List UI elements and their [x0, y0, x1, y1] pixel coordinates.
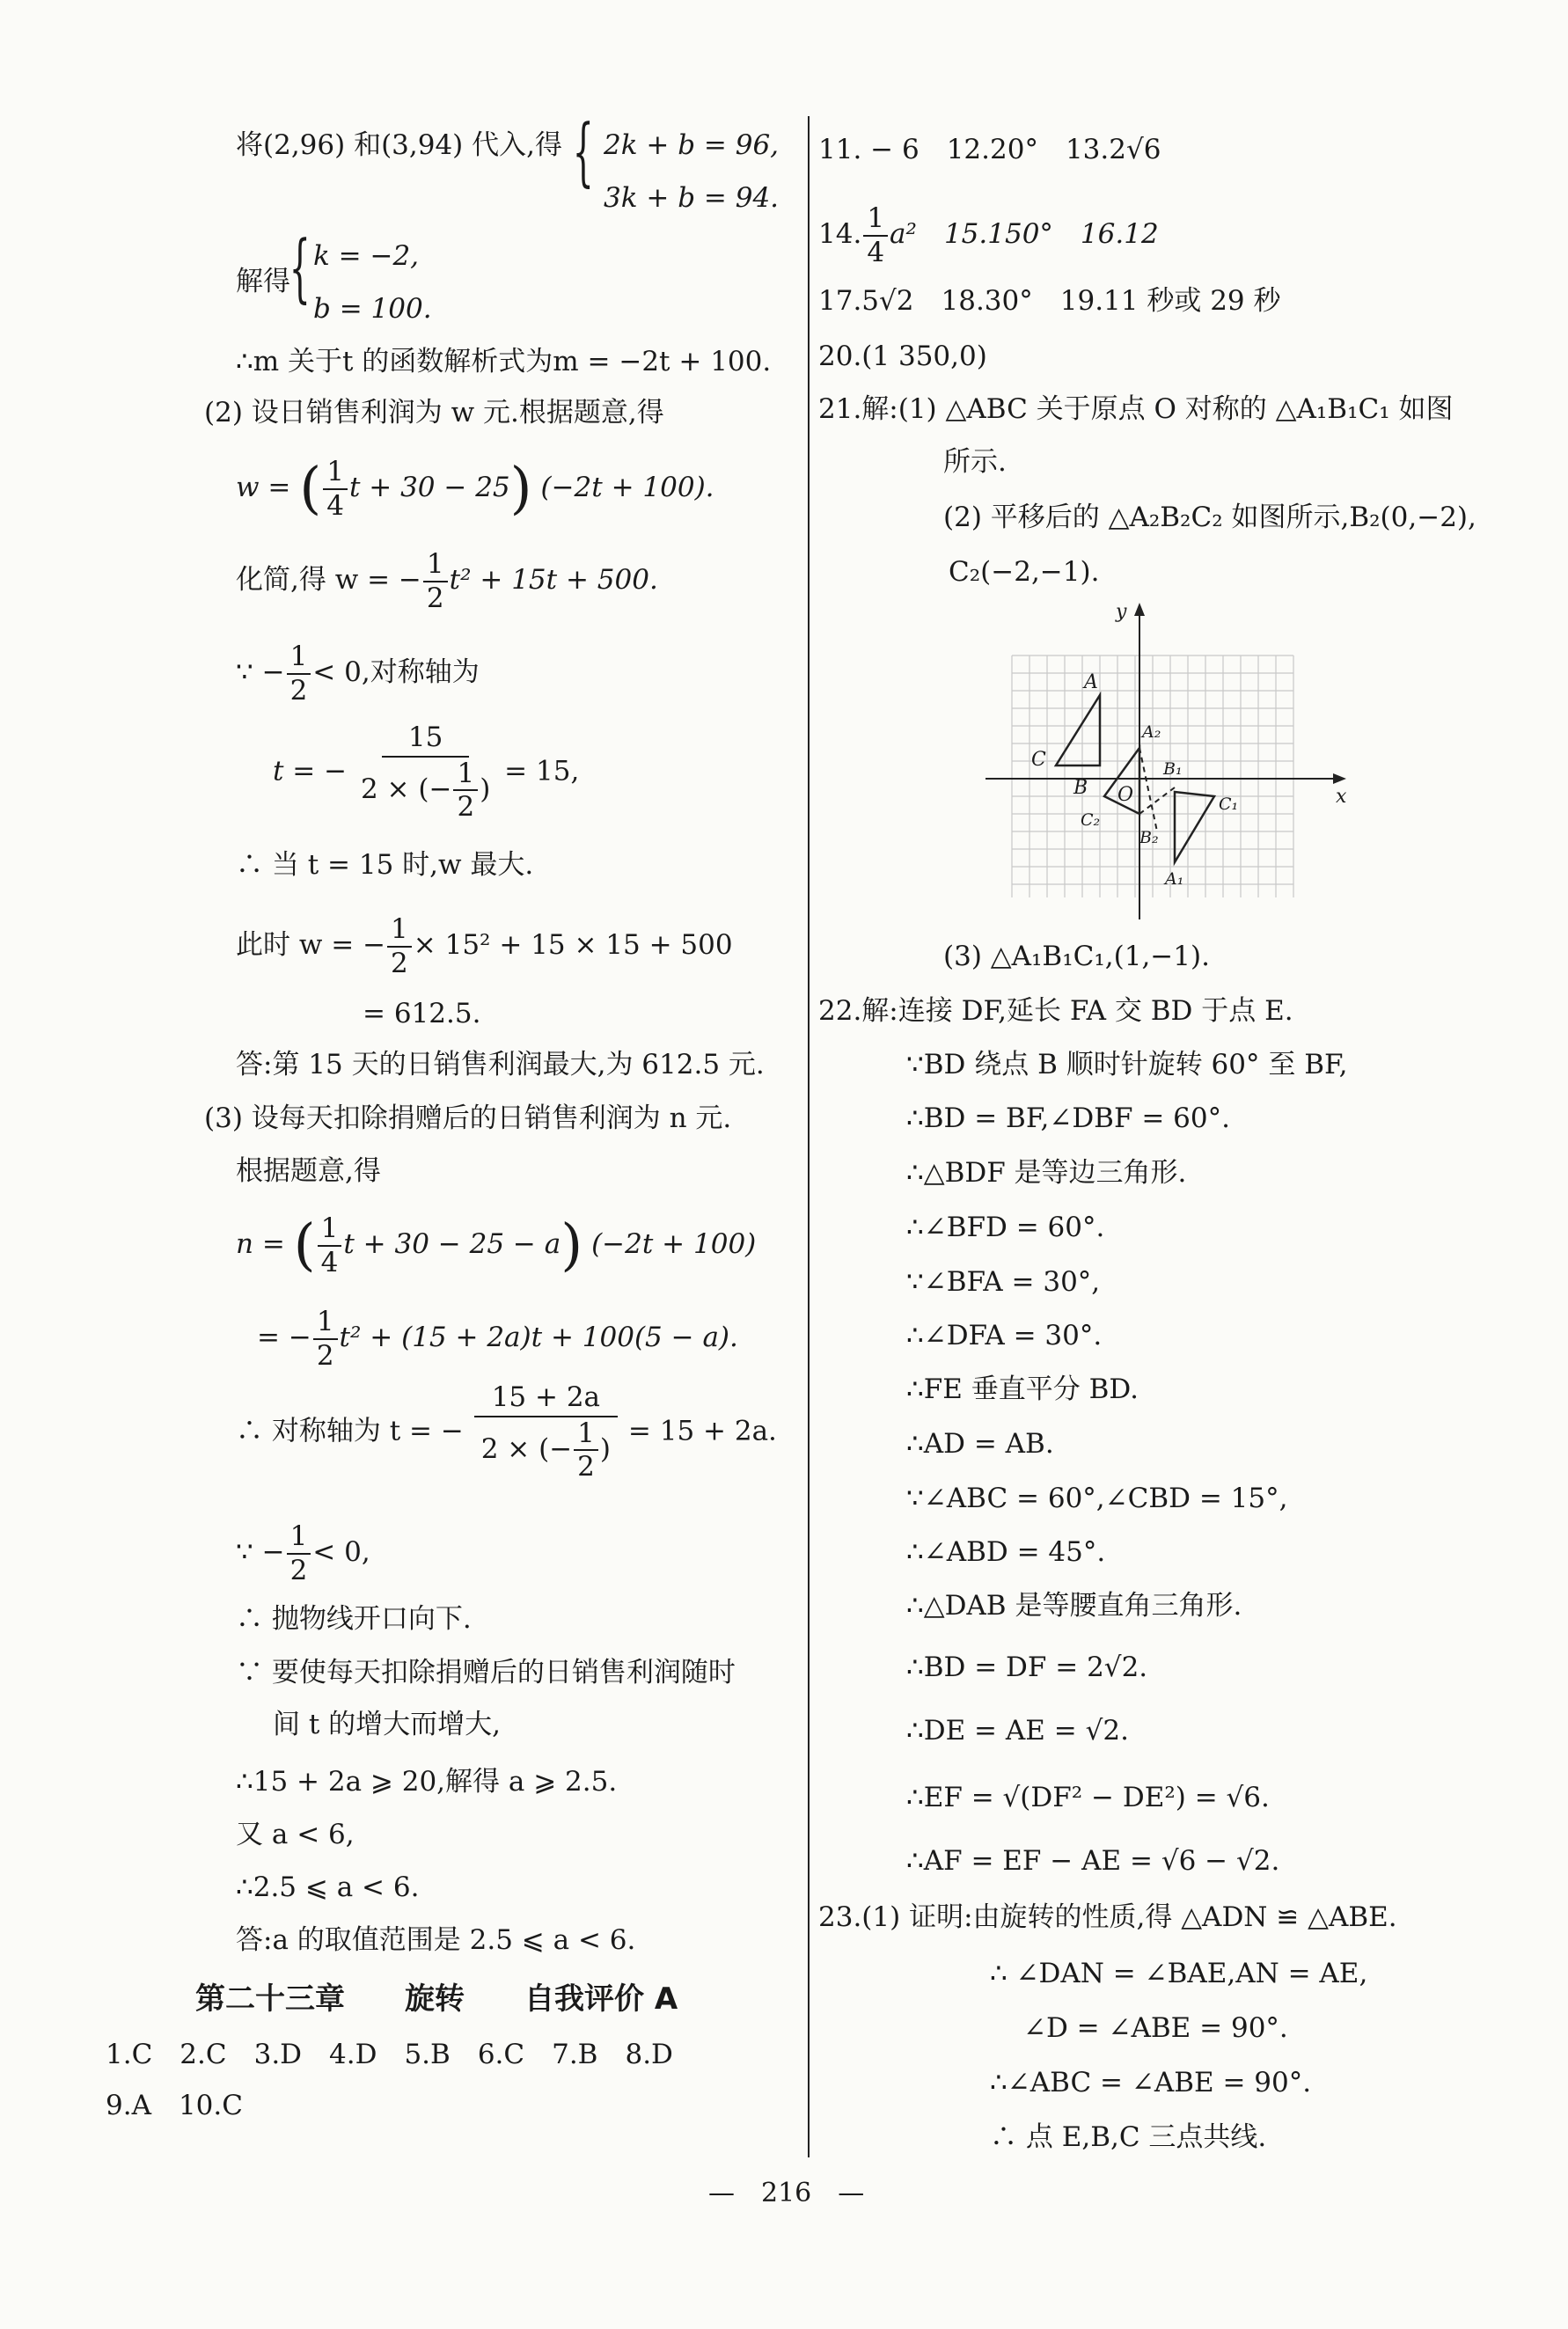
text-line: ∠D = ∠ABE = 90°. — [1023, 2012, 1288, 2044]
text-line: ∴FE 垂直平分 BD. — [906, 1373, 1139, 1405]
point-label: C₂ — [1081, 810, 1101, 830]
text-line: (3) 设每天扣除捐赠后的日销售利润为 n 元. — [204, 1102, 732, 1134]
formula-line: n = ( $\frac{1}{4}$ t + 30 − 25 − a) (−2t + 100) — [236, 1212, 757, 1278]
point-label: A₁ — [1165, 869, 1184, 889]
formula-line: w = ( $\frac{1}{4}$ t + 30 − 25) (−2t + 100). — [236, 456, 714, 522]
triangle-ABC — [1056, 695, 1100, 765]
page-number: — 216 — — [708, 2178, 865, 2208]
text-line: ∴AD = AB. — [906, 1428, 1054, 1460]
text-line: ∴△BDF 是等边三角形. — [906, 1157, 1187, 1189]
text-line: 23.(1) 证明:由旋转的性质,得 △ADN ≌ △ABE. — [818, 1901, 1397, 1933]
dashed-segment — [1139, 748, 1157, 831]
text-line: ∴ 当 t = 15 时,w 最大. — [236, 849, 534, 881]
point-label: B — [1073, 777, 1088, 799]
point-label: C₁ — [1219, 795, 1239, 814]
answer-row: 9.A 10.C — [106, 2090, 243, 2121]
text-line: ∴∠DFA = 30°. — [906, 1320, 1103, 1351]
text-line: 将(2,96) 和(3,94) 代入,得 — [236, 129, 562, 161]
text-line: ∴△DAB 是等腰直角三角形. — [906, 1590, 1242, 1622]
text-line: ∴EF = √(DF² − DE²) = √6. — [906, 1782, 1270, 1813]
x-axis-arrow — [1333, 773, 1346, 784]
text-line: 又 a < 6, — [236, 1819, 355, 1850]
chapter-heading: 第二十三章 旋转 自我评价 A — [195, 1981, 678, 2017]
text-line: ∴ 点 E,B,C 三点共线. — [990, 2121, 1267, 2153]
answer-row: 14. $\frac{1}{4}$ a² 15.150° 16.12 — [818, 202, 1159, 268]
formula-line: ∵ − $\frac{1}{2}$ < 0,对称轴为 — [236, 641, 480, 707]
formula-line: ∵ − $\frac{1}{2}$ < 0, — [236, 1520, 370, 1586]
text-line: C₂(−2,−1). — [949, 556, 1100, 588]
formula-line: = − $\frac{1}{2}$ t² + (15 + 2a)t + 100(5 − a). — [257, 1306, 738, 1372]
text-line: ∴DE = AE = √2. — [906, 1715, 1129, 1747]
formula-line: 此时 w = − $\frac{1}{2}$ × 15² + 15 × 15 + 500 — [236, 913, 733, 979]
text-line: ∴m 关于t 的函数解析式为m = −2t + 100. — [236, 346, 772, 377]
text-line: ∴∠ABC = ∠ABE = 90°. — [990, 2067, 1312, 2098]
column-divider — [808, 116, 810, 2157]
text-line: ∴∠ABD = 45°. — [906, 1536, 1106, 1568]
text-line: ∴2.5 ⩽ a < 6. — [236, 1871, 420, 1903]
text-line: ∴BD = DF = 2√2. — [906, 1652, 1148, 1683]
text-line: (2) 设日销售利润为 w 元.根据题意,得 — [204, 397, 664, 428]
text-line: 21.解:(1) △ABC 关于原点 O 对称的 △A₁B₁C₁ 如图 — [818, 393, 1454, 425]
answer-row: 1.C 2.C 3.D 4.D 5.B 6.C 7.B 8.D — [106, 2039, 673, 2070]
text-line: = 612.5. — [363, 998, 481, 1029]
formula-line: t = − 15 2 × (− $\frac{1}{2}$ ) = 15, — [273, 721, 580, 824]
triangle-A1B1C1 — [1175, 792, 1214, 862]
text-line: 解得 — [236, 266, 290, 297]
text-line: (3) △A₁B₁C₁,(1,−1). — [943, 941, 1210, 972]
text-line: ∴ ∠DAN = ∠BAE,AN = AE, — [990, 1958, 1368, 1989]
answer-row: 17.5√2 18.30° 19.11 秒或 29 秒 — [818, 285, 1281, 317]
text-line: 答:第 15 天的日销售利润最大,为 612.5 元. — [236, 1049, 765, 1080]
dashed-segment — [1139, 787, 1175, 814]
x-label: x — [1336, 786, 1347, 808]
y-label: y — [1116, 601, 1127, 623]
y-axis-arrow — [1134, 603, 1145, 616]
text-line: ∵BD 绕点 B 顺时针旋转 60° 至 BF, — [906, 1049, 1348, 1080]
text-line: ∴AF = EF − AE = √6 − √2. — [906, 1845, 1280, 1877]
text-line: ∴∠BFD = 60°. — [906, 1212, 1105, 1243]
text-line: (2) 平移后的 △A₂B₂C₂ 如图所示,B₂(0,−2), — [943, 502, 1476, 533]
text-line: ∵∠ABC = 60°,∠CBD = 15°, — [906, 1483, 1288, 1514]
grid — [1012, 655, 1293, 897]
point-label: C — [1031, 749, 1046, 771]
formula-line: ∴ 对称轴为 t = − 15 + 2a 2 × (− $\frac{1}{2}$ ) = 15 + 2a. — [236, 1381, 777, 1483]
text-line: ∵∠BFA = 30°, — [906, 1266, 1101, 1298]
point-label: O — [1117, 784, 1134, 806]
answer-row: 20.(1 350,0) — [818, 341, 987, 372]
coordinate-figure — [977, 598, 1355, 933]
point-label: A — [1084, 671, 1098, 693]
point-label: B₂ — [1139, 828, 1159, 847]
text-line: 22.解:连接 DF,延长 FA 交 BD 于点 E. — [818, 995, 1293, 1027]
formula-line: 化简,得 w = − $\frac{1}{2}$ t² + 15t + 500. — [236, 548, 658, 614]
text-line: 根据题意,得 — [236, 1155, 381, 1187]
answer-row: 11. − 6 12.20° 13.2√6 — [818, 134, 1161, 165]
text-line: ∵ 要使每天扣除捐赠后的日销售利润随时 — [236, 1657, 736, 1688]
text-line: 答:a 的取值范围是 2.5 ⩽ a < 6. — [236, 1924, 636, 1956]
point-label: B₁ — [1163, 759, 1183, 779]
text-line: ∴ 抛物线开口向下. — [236, 1603, 472, 1635]
text-line: 所示. — [943, 446, 1007, 478]
text-line: ∴15 + 2a ⩾ 20,解得 a ⩾ 2.5. — [236, 1766, 618, 1798]
text-line: ∴BD = BF,∠DBF = 60°. — [906, 1102, 1230, 1134]
point-label: A₂ — [1142, 722, 1161, 742]
text-line: 间 t 的增大而增大, — [273, 1709, 502, 1740]
